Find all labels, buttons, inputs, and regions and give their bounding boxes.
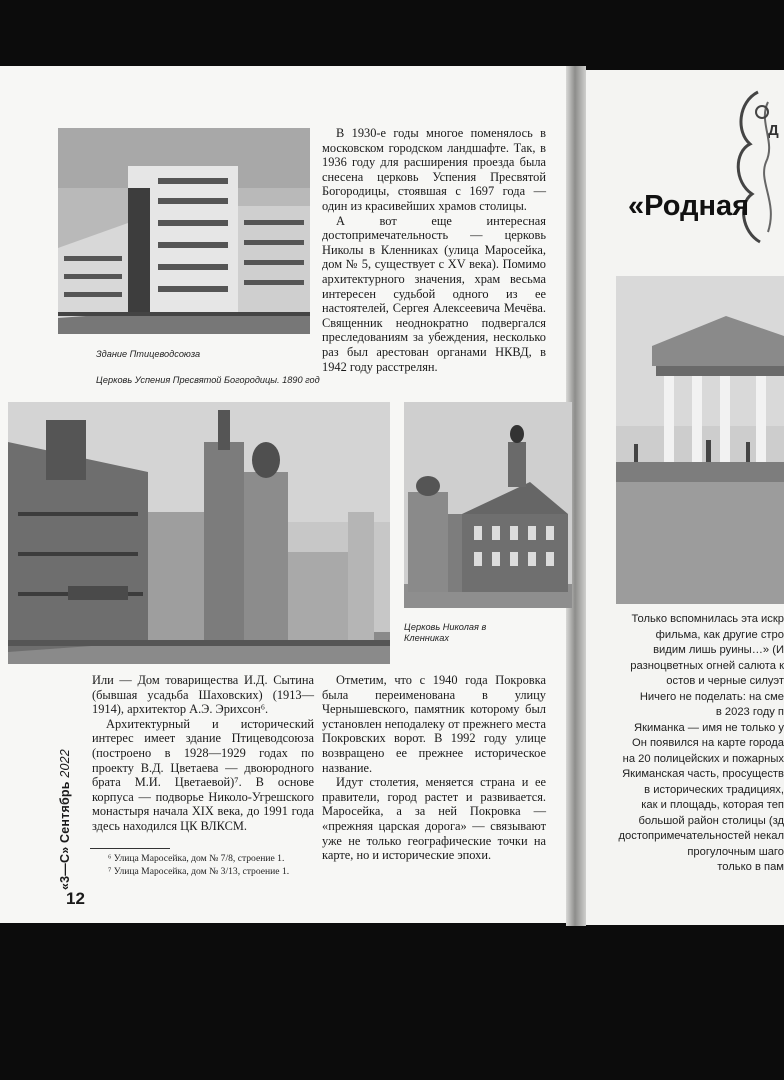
photo-church-nikolaya: [404, 402, 572, 608]
article-column-top: [322, 126, 546, 374]
paragraph: Идут столетия, меняется страна и ее правители, город растет и развивается. Маросейка, а за ней Покровка — «прежняя царская дорога» — связывают уже не только географические точки на карте, но и исторические эпохи.: [322, 775, 546, 863]
article-column-bottom-right: [322, 673, 546, 863]
text-line: остов и черные силуэт: [666, 675, 784, 687]
text-line: Только вспомнилась эта искр: [631, 613, 784, 625]
caption-building: Здание Птицеводсоюза: [96, 349, 201, 359]
right-column-text: [610, 612, 784, 876]
page-number: 12: [66, 889, 85, 908]
footnotes: [108, 852, 328, 878]
text-line: Он появился на карте города: [632, 737, 784, 749]
magazine-name: «3—С» Сентябрь: [58, 781, 72, 890]
text-line: как и площадь, которая теп: [641, 799, 784, 811]
footnote: ⁶ Улица Маросейка, дом № 7/8, строение 1.: [108, 853, 285, 864]
caption-church-uspeniya: Церковь Успения Пресвятой Богородицы. 1890 год: [96, 375, 320, 385]
paragraph: В 1930-е годы многое поменялось в московском городском ландшафте. Так, в 1936 году для расширения проезда была снесена церковь Успения Пресвятой Богородицы, стоявшая с 1697 года — один из красивейших храмов столицы.: [322, 126, 546, 213]
text-line: Ничего не поделать: на сме: [639, 690, 784, 703]
running-header: [58, 700, 80, 890]
photo-building-ptitsevodsoyuz: [58, 128, 310, 334]
text-line: Якиманка — имя не только у: [634, 721, 784, 734]
photo-rotunda: [616, 276, 784, 604]
text-line: большой район столицы (зд: [638, 814, 784, 827]
footnote-divider: [90, 848, 170, 849]
text-line: в исторических традициях,: [644, 783, 784, 796]
text-line: только в пам: [717, 861, 784, 873]
section-kicker: Д: [768, 122, 779, 139]
text-line: на 20 полицейских и пожарных: [622, 752, 784, 765]
ornament: [728, 82, 784, 252]
paragraph: Архитектурный и исторический интерес имеет здание Птицеводсоюза (построено в 1928—1929 годах по проекту В.Д. Цветаева — двоюродного брата М.И. Цветаевой)⁷. В основе корпуса — подворье Николо-Угрешского монастыря начала XIX века, до 1991 года здесь находился ЦК ВЛКСМ.: [92, 716, 314, 833]
article-column-bottom-left: [92, 673, 314, 834]
text-line: в 2023 году п: [715, 706, 784, 718]
paragraph: А вот еще интересная достопримечательность — церковь Николы в Кленниках (улица Маросейка, дом № 5, существует с XV века). Помимо архитектурного значения, храм весьма интересен судьбой одного из ее настоятелей, Сергея Алексеевича Мечёва. Священник неоднократно подвергался преследованиям за убеждения, несколько раз был арестован органами НКВД, в 1942 году расстрелян.: [322, 213, 546, 374]
footnote: ⁷ Улица Маросейка, дом № 3/13, строение 1.: [108, 866, 290, 877]
paragraph: Отметим, что с 1940 года Покровка была переименована в улицу Чернышевского, памятник которому был установлен неподалеку от прежнего места Покровских ворот. В 1992 году улице возвращено ее прежнее историческое название.: [322, 673, 546, 775]
text-line: достопримечательностей некал: [618, 830, 784, 842]
text-line: видим лишь руины…» (И: [653, 644, 784, 656]
text-line: Якиманская часть, просуществ: [622, 768, 784, 780]
headline: «Родная: [628, 190, 750, 222]
text-line: прогулочным шаго: [687, 845, 784, 858]
photo-church-uspeniya: [8, 402, 390, 664]
paragraph: Или — Дом товарищества И.Д. Сытина (бывшая усадьба Шаховских) (1913—1914), архитектор А.Э. Эрихсон⁶.: [92, 673, 314, 717]
caption-church-nikolaya: Церковь Николая в Кленниках: [404, 622, 487, 643]
text-line: фильма, как другие стро: [655, 628, 784, 641]
issue-year: 2022: [58, 749, 72, 778]
text-line: разноцветных огней салюта к: [630, 659, 784, 672]
